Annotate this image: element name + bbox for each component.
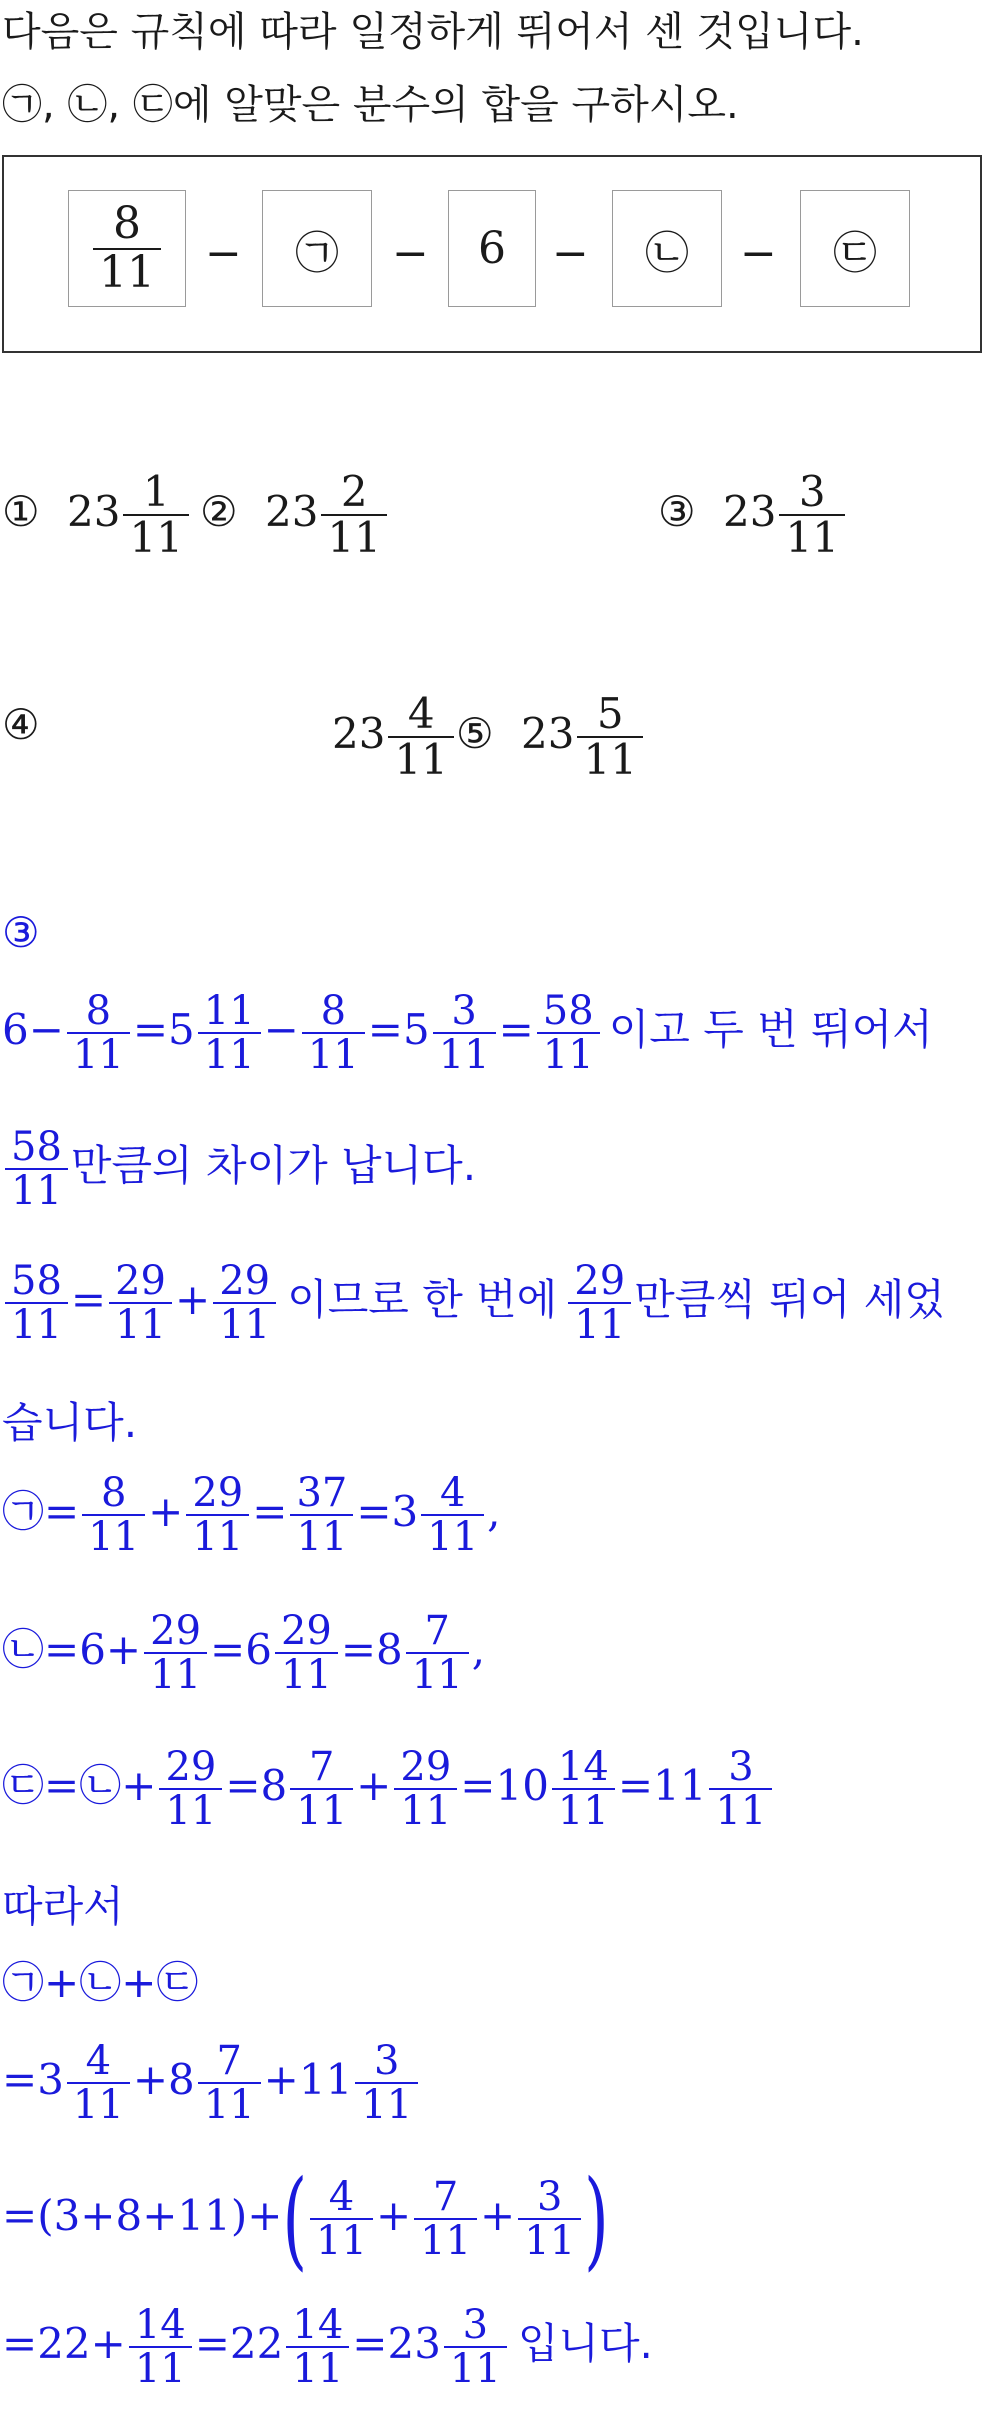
sequence-cell-b: ㉡ (612, 190, 722, 307)
solution-line-2: $\frac{58}{11}$ 만큼의 차이가 납니다. (2, 1126, 476, 1212)
sequence-cell-c: ㉢ (800, 190, 910, 307)
question-line-2: ㉠, ㉡, ㉢에 알맞은 분수의 합을 구하시오. (2, 82, 739, 128)
choice-3[interactable]: ③ 23 $\frac{3}{11}$ (658, 470, 848, 560)
sequence-dash-4: − (740, 228, 777, 279)
sequence-dash-3: − (552, 228, 589, 279)
sequence-dash-2: − (392, 228, 429, 279)
sequence-cell-a: ㉠ (262, 190, 372, 307)
solution-line-3: $\frac{58}{11}$ = $\frac{29}{11}$ + $\frac{29}{11}$ 이므로 한 번에 $\frac{29}{11}$ 만큼씩 뛰어 세었 (2, 1260, 945, 1346)
solution-a: ㉠= $\frac{8}{11}$ + $\frac{29}{11}$ = $\frac{37}{11}$ =3 $\frac{4}{11}$ , (2, 1470, 501, 1560)
solution-c: ㉢=㉡+ $\frac{29}{11}$ =8 $\frac{7}{11}$ + $\frac{29}{11}$ =10 $\frac{14}{11}$ =11 $\frac{3}{11}$ (2, 1746, 775, 1832)
question-line-1: 다음은 규칙에 따라 일정하게 뛰어서 센 것입니다. (2, 9, 864, 55)
solution-line-1: 6− $\frac{8}{11}$ =5 $\frac{11}{11}$ − $\frac{8}{11}$ =5 $\frac{3}{11}$ = $\frac{58}{11}$ 이고 두 번 뛰어서 (2, 988, 933, 1078)
solution-b: ㉡=6+ $\frac{29}{11}$ =6 $\frac{29}{11}$ =8 $\frac{7}{11}$ , (2, 1608, 486, 1698)
solution-sum-1: =3 $\frac{4}{11}$ +8 $\frac{7}{11}$ +11 $\frac{3}{11}$ (2, 2040, 421, 2126)
solution-therefore: 따라서 (2, 1882, 124, 1931)
choice-2[interactable]: ② 23 $\frac{2}{11}$ (200, 470, 390, 560)
solution-answer: ③ (2, 908, 40, 957)
solution-sum-2: =(3+8+11)+( $\frac{4}{11}$ + $\frac{7}{11}$ + $\frac{3}{11}$ ) (2, 2156, 609, 2282)
choice-4-marker[interactable]: ④ (2, 700, 40, 749)
sequence-cell-3: 6 (448, 190, 536, 307)
solution-line-4: 습니다. (2, 1398, 138, 1447)
choice-4[interactable]: 23 $\frac{4}{11}$ (332, 692, 457, 782)
sequence-cell-1 (68, 190, 186, 307)
sequence-dash-1: − (205, 228, 242, 279)
solution-sum-expression: ㉠+㉡+㉢ (2, 1958, 199, 2007)
choice-1[interactable]: ① 23 $\frac{1}{11}$ (2, 470, 192, 560)
fraction-8-11: $\frac{8}{11}$ (93, 201, 161, 295)
choice-5[interactable]: ⑤ 23 $\frac{5}{11}$ (456, 692, 646, 782)
solution-sum-3: =22+ $\frac{14}{11}$ =22 $\frac{14}{11}$ =23 $\frac{3}{11}$ 입니다. (2, 2302, 653, 2392)
